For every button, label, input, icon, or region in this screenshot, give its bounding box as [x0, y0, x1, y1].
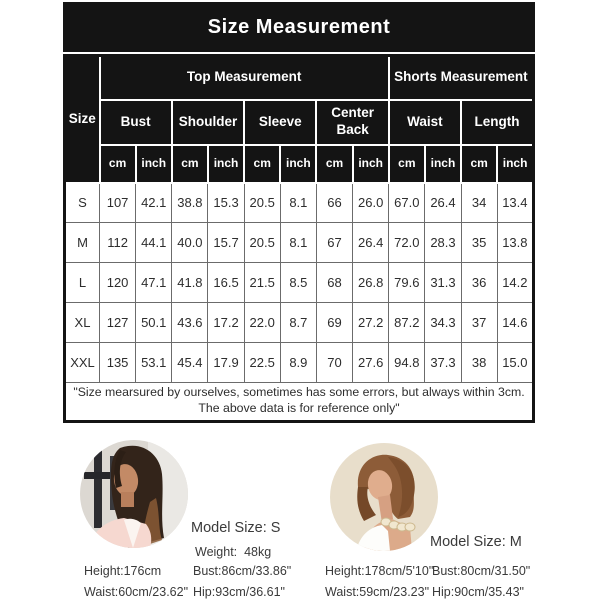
unit-header-cm: cm	[244, 145, 280, 183]
measurement-value-cell: 15.0	[497, 343, 533, 383]
top-measurement-group-header: Top Measurement	[100, 56, 389, 100]
model-s-hip: Hip:93cm/36.61"	[193, 585, 285, 599]
unit-header-inch: inch	[280, 145, 316, 183]
measurement-value-cell: 45.4	[172, 343, 208, 383]
measurement-value-cell: 127	[100, 303, 136, 343]
measurement-value-cell: 8.1	[280, 183, 316, 223]
measurement-value-cell: 72.0	[389, 223, 425, 263]
unit-header-inch: inch	[425, 145, 461, 183]
measurement-value-cell: 14.6	[497, 303, 533, 343]
measurement-value-cell: 112	[100, 223, 136, 263]
measurement-value-cell: 8.1	[280, 223, 316, 263]
measurement-value-cell: 27.2	[353, 303, 389, 343]
measurement-value-cell: 79.6	[389, 263, 425, 303]
measurement-value-cell: 38	[461, 343, 497, 383]
measurement-value-cell: 13.8	[497, 223, 533, 263]
measurement-value-cell: 42.1	[136, 183, 172, 223]
model-m-bust: Bust:80cm/31.50"	[432, 564, 531, 578]
column-header-length: Length	[461, 100, 533, 145]
measurement-value-cell: 20.5	[244, 183, 280, 223]
measurement-value-cell: 120	[100, 263, 136, 303]
measurement-value-cell: 41.8	[172, 263, 208, 303]
page-title: Size Measurement	[63, 2, 535, 52]
measurement-value-cell: 70	[316, 343, 352, 383]
column-header-sleeve: Sleeve	[244, 100, 316, 145]
model-s-title: Model Size: S	[191, 520, 281, 536]
model-s-bust: Bust:86cm/33.86"	[193, 564, 292, 578]
measurement-value-cell: 22.0	[244, 303, 280, 343]
measurement-value-cell: 69	[316, 303, 352, 343]
measurement-value-cell: 14.2	[497, 263, 533, 303]
measurement-value-cell: 40.0	[172, 223, 208, 263]
measurement-value-cell: 21.5	[244, 263, 280, 303]
column-header-center-back: Center Back	[316, 100, 388, 145]
measurement-value-cell: 68	[316, 263, 352, 303]
measurement-value-cell: 16.5	[208, 263, 244, 303]
shorts-measurement-group-header: Shorts Measurement	[389, 56, 534, 100]
model-photo-size-s	[80, 440, 188, 548]
measurement-note	[65, 383, 534, 422]
measurement-value-cell: 67.0	[389, 183, 425, 223]
measurement-value-cell: 36	[461, 263, 497, 303]
size-label-cell: XXL	[65, 343, 100, 383]
measurement-value-cell: 38.8	[172, 183, 208, 223]
size-label-cell: S	[65, 183, 100, 223]
table-row	[65, 183, 534, 223]
measurement-value-cell: 37	[461, 303, 497, 343]
size-label-cell: XL	[65, 303, 100, 343]
measurement-value-cell: 20.5	[244, 223, 280, 263]
model-m-waist: Waist:59cm/23.23"	[325, 585, 430, 599]
measurement-value-cell: 47.1	[136, 263, 172, 303]
measurement-value-cell: 31.3	[425, 263, 461, 303]
measurement-value-cell: 26.0	[353, 183, 389, 223]
model-s-height: Height:176cm	[84, 564, 162, 578]
unit-header-inch: inch	[208, 145, 244, 183]
measurement-value-cell: 94.8	[389, 343, 425, 383]
model-s-waist: Waist:60cm/23.62"	[84, 585, 189, 599]
size-label-cell: L	[65, 263, 100, 303]
measurement-value-cell: 8.7	[280, 303, 316, 343]
table-footer	[65, 383, 534, 422]
measurement-value-cell: 27.6	[353, 343, 389, 383]
table-row	[65, 223, 534, 263]
column-header-bust: Bust	[100, 100, 172, 145]
unit-header-cm: cm	[100, 145, 136, 183]
size-column-header: Size	[65, 56, 100, 183]
measurement-value-cell: 22.5	[244, 343, 280, 383]
measurement-value-cell: 28.3	[425, 223, 461, 263]
measurement-value-cell: 87.2	[389, 303, 425, 343]
measurement-value-cell: 34.3	[425, 303, 461, 343]
measurement-value-cell: 50.1	[136, 303, 172, 343]
model-photo-size-m	[330, 443, 438, 551]
unit-header-cm: cm	[316, 145, 352, 183]
measurement-value-cell: 15.7	[208, 223, 244, 263]
model-m-hip: Hip:90cm/35.43"	[432, 585, 524, 599]
unit-header-cm: cm	[172, 145, 208, 183]
column-header-waist: Waist	[389, 100, 461, 145]
table-row	[65, 343, 534, 383]
measurement-value-cell: 13.4	[497, 183, 533, 223]
measurement-value-cell: 26.8	[353, 263, 389, 303]
measurement-value-cell: 26.4	[425, 183, 461, 223]
note-line-1: "Size mearsured by ourselves, sometimes has some errors, but always within 3cm.	[73, 385, 525, 399]
unit-header-inch: inch	[353, 145, 389, 183]
measurement-value-cell: 43.6	[172, 303, 208, 343]
size-measurement-table	[63, 54, 535, 423]
unit-header-cm: cm	[461, 145, 497, 183]
unit-header-inch: inch	[136, 145, 172, 183]
model-m-height: Height:178cm/5'10"	[325, 564, 434, 578]
measurement-value-cell: 34	[461, 183, 497, 223]
measurement-value-cell: 66	[316, 183, 352, 223]
measurement-value-cell: 107	[100, 183, 136, 223]
unit-header-cm: cm	[389, 145, 425, 183]
measurement-value-cell: 17.9	[208, 343, 244, 383]
measurement-value-cell: 8.9	[280, 343, 316, 383]
column-header-shoulder: Shoulder	[172, 100, 244, 145]
note-line-2: The above data is for reference only"	[198, 400, 400, 415]
measurement-value-cell: 35	[461, 223, 497, 263]
measurement-value-cell: 44.1	[136, 223, 172, 263]
model-s-weight: Weight: 48kg	[195, 545, 272, 559]
measurement-value-cell: 17.2	[208, 303, 244, 343]
measurement-value-cell: 26.4	[353, 223, 389, 263]
measurement-value-cell: 53.1	[136, 343, 172, 383]
unit-header-inch: inch	[497, 145, 533, 183]
table-row	[65, 263, 534, 303]
table-row	[65, 303, 534, 343]
measurement-value-cell: 8.5	[280, 263, 316, 303]
measurement-value-cell: 67	[316, 223, 352, 263]
model-m-title: Model Size: M	[430, 534, 522, 550]
measurement-value-cell: 135	[100, 343, 136, 383]
measurement-value-cell: 15.3	[208, 183, 244, 223]
size-label-cell: M	[65, 223, 100, 263]
table-header	[65, 56, 534, 183]
measurement-value-cell: 37.3	[425, 343, 461, 383]
size-table-body	[65, 183, 534, 383]
